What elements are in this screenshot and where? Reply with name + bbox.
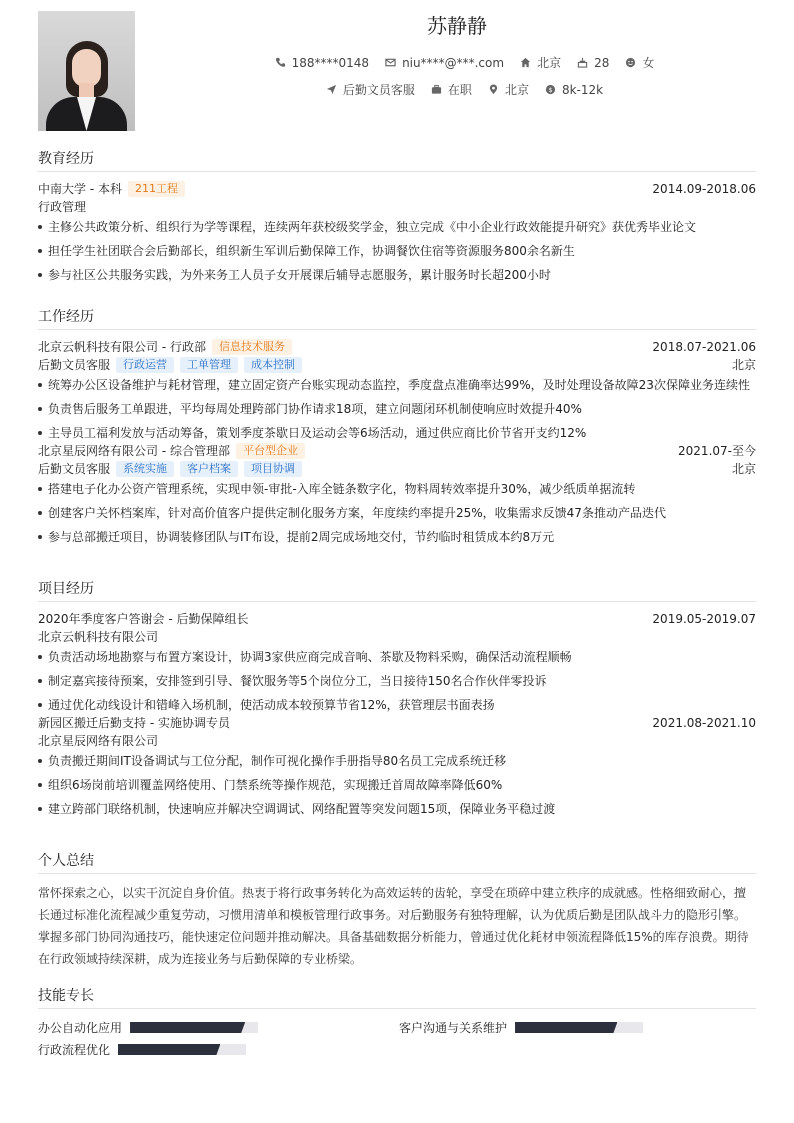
industry-tag: 信息技术服务 bbox=[212, 339, 292, 355]
skill-item bbox=[38, 1041, 246, 1058]
section-title: 工作经历 bbox=[38, 308, 756, 330]
section-title: 个人总结 bbox=[38, 852, 756, 874]
face-icon bbox=[625, 57, 636, 68]
skill-name: 办公自动化应用 bbox=[38, 1021, 123, 1035]
project-date: 2021.08-2021.10 bbox=[652, 716, 756, 730]
skill-item bbox=[38, 1019, 258, 1036]
skills-section bbox=[38, 987, 756, 1067]
list-item: 通过优化动线设计和错峰入场机制，使活动成本较预算节省12%，获管理层书面表扬 bbox=[38, 696, 756, 714]
company-name: 北京星辰网络有限公司 - 综合管理部 bbox=[38, 444, 230, 458]
summary-line: 常怀探索之心，以实干沉淀自身价值。热衷于将行政事务转化为高效运转的齿轮，享受在琐碎中建立秩序的成就感。性格细致耐心，擅 bbox=[38, 886, 747, 900]
age-text: 28 bbox=[594, 55, 610, 70]
job-role-row bbox=[38, 356, 756, 374]
skill-bar-fill bbox=[515, 1022, 617, 1033]
salary-info bbox=[545, 83, 603, 97]
list-item: 创建客户关怀档案库，针对高价值客户提供定制化服务方案，年度续约率提升25%，收集需求反馈47条推动产品迭代 bbox=[38, 504, 756, 522]
skill-name: 客户沟通与关系维护 bbox=[399, 1021, 508, 1035]
section-title: 项目经历 bbox=[38, 580, 756, 602]
skill-tag: 客户档案 bbox=[180, 461, 238, 477]
phone-icon bbox=[275, 57, 286, 68]
mail-icon bbox=[385, 57, 396, 68]
skill-bar-fill bbox=[130, 1022, 245, 1033]
list-item: 参与总部搬迁项目，协调装修团队与IT布设，提前2周完成场地交付，节约临时租赁成本约8万元 bbox=[38, 528, 756, 546]
status-info bbox=[431, 81, 472, 98]
skill-tag: 项目协调 bbox=[244, 461, 302, 477]
list-item: 负责售后服务工单跟进，平均每周处理跨部门协作请求18项，建立问题闭环机制使响应时效提升40% bbox=[38, 400, 756, 418]
skill-tag: 系统实施 bbox=[116, 461, 174, 477]
list-item: 负责活动场地勘察与布置方案设计，协调3家供应商完成音响、茶歇及物料采购，确保活动流程顺畅 bbox=[38, 648, 756, 666]
city-info bbox=[488, 81, 529, 98]
email-text: niu****@***.com bbox=[402, 55, 505, 70]
status-text: 在职 bbox=[447, 83, 472, 97]
list-item: 制定嘉宾接待预案，安排签到引导、餐饮服务等5个岗位分工，当日接待150名合作伙伴零投诉 bbox=[38, 672, 756, 690]
candidate-name: 苏静静 bbox=[427, 14, 487, 38]
phone-text: 188****0148 bbox=[291, 55, 370, 70]
projects-section bbox=[38, 580, 756, 824]
skill-item bbox=[399, 1019, 643, 1036]
job-role: 后勤文员客服 bbox=[38, 462, 111, 476]
gender-info bbox=[625, 54, 654, 71]
job-role-row bbox=[38, 460, 756, 478]
cake-icon bbox=[577, 57, 588, 68]
project-name: 新园区搬迁后勤支持 - 实施协调专员 bbox=[38, 716, 230, 730]
project-header bbox=[38, 714, 756, 732]
job-role: 后勤文员客服 bbox=[38, 358, 111, 372]
email-info bbox=[385, 56, 504, 70]
project-org: 北京云帆科技有限公司 bbox=[38, 630, 159, 644]
section-title: 教育经历 bbox=[38, 150, 756, 172]
education-major-row bbox=[38, 198, 756, 216]
list-item: 参与社区公共服务实践，为外来务工人员子女开展课后辅导志愿服务，累计服务时长超200小时 bbox=[38, 266, 756, 284]
project-date: 2019.05-2019.07 bbox=[652, 612, 756, 626]
section-title: 技能专长 bbox=[38, 987, 756, 1009]
city-text: 北京 bbox=[504, 83, 529, 97]
job-date: 2018.07-2021.06 bbox=[652, 340, 756, 354]
list-item: 主修公共政策分析、组织行为学等课程，连续两年获校级奖学金，独立完成《中小企业行政效能提升研究》获优秀毕业论文 bbox=[38, 218, 756, 236]
job-intent-row bbox=[135, 81, 794, 98]
summary-text bbox=[38, 882, 756, 970]
summary-line: 长通过标准化流程减少重复劳动，习惯用清单和模板管理行政事务。对后勤服务有独特理解，认为优质后勤是团队战斗力的隐形引擎。 bbox=[38, 908, 747, 922]
age-info bbox=[577, 56, 609, 70]
position-text: 后勤文员客服 bbox=[342, 83, 415, 97]
job-header bbox=[38, 442, 756, 460]
home-icon bbox=[520, 57, 531, 68]
list-item: 主导员工福利发放与活动筹备，策划季度茶歇日及运动会等6场活动，通过供应商比价节省开支约12% bbox=[38, 424, 756, 442]
education-header bbox=[38, 180, 756, 198]
project-name: 2020年季度客户答谢会 - 后勤保障组长 bbox=[38, 612, 249, 626]
position-info bbox=[326, 81, 415, 98]
skill-tag: 工单管理 bbox=[180, 357, 238, 373]
skill-tag: 行政运营 bbox=[116, 357, 174, 373]
project-org: 北京星辰网络有限公司 bbox=[38, 734, 159, 748]
home-text: 北京 bbox=[537, 56, 562, 70]
school-tag: 211工程 bbox=[128, 181, 185, 197]
list-item: 建立跨部门联络机制，快速响应并解决空调调试、网络配置等突发问题15项，保障业务平稳过渡 bbox=[38, 800, 756, 818]
education-section bbox=[38, 150, 756, 290]
skill-bar bbox=[130, 1022, 258, 1033]
briefcase-icon bbox=[431, 84, 442, 95]
send-icon bbox=[326, 84, 337, 95]
list-item: 担任学生社团联合会后勤部长，组织新生军训后勤保障工作，协调餐饮住宿等资源服务800余名新生 bbox=[38, 242, 756, 260]
job-location: 北京 bbox=[731, 358, 756, 372]
phone-info bbox=[275, 56, 369, 70]
home-info bbox=[520, 54, 561, 71]
company-name: 北京云帆科技有限公司 - 行政部 bbox=[38, 340, 206, 354]
industry-tag: 平台型企业 bbox=[236, 443, 305, 459]
contact-row bbox=[135, 54, 794, 71]
list-item: 统筹办公区设备维护与耗材管理，建立固定资产台账实现动态监控，季度盘点准确率达99%，及时处理设备故障23次保障业务连续性 bbox=[38, 376, 756, 394]
list-item: 负责搬迁期间IT设备调试与工位分配，制作可视化操作手册指导80名员工完成系统迁移 bbox=[38, 752, 756, 770]
project-org-row bbox=[38, 628, 756, 646]
job-header bbox=[38, 338, 756, 356]
summary-line: 在行政领域持续深耕，成为连接业务与后勤保障的专业桥梁。 bbox=[38, 952, 363, 966]
skill-bar bbox=[118, 1044, 246, 1055]
svg-text:$: $ bbox=[548, 85, 553, 94]
list-item: 组织6场岗前培训覆盖网络使用、门禁系统等操作规范，实现搬迁首周故障率降低60% bbox=[38, 776, 756, 794]
skill-bar-fill bbox=[118, 1044, 220, 1055]
skill-tag: 成本控制 bbox=[244, 357, 302, 373]
major: 行政管理 bbox=[38, 200, 87, 214]
skill-name: 行政流程优化 bbox=[38, 1043, 111, 1057]
location-icon bbox=[488, 84, 499, 95]
job-date: 2021.07-至今 bbox=[678, 444, 756, 458]
summary-section bbox=[38, 852, 756, 970]
summary-line: 掌握多部门协同沟通技巧，能快速定位问题并推动解决。具备基础数据分析能力，曾通过优化耗材申领流程降低15%的库存浪费。期待 bbox=[38, 930, 749, 944]
school-name: 中南大学 - 本科 bbox=[38, 182, 122, 196]
work-section bbox=[38, 308, 756, 552]
skills-list bbox=[38, 1017, 756, 1067]
list-item: 搭建电子化办公资产管理系统，实现申领-审批-入库全链条数字化，物料周转效率提升30%，减少纸质单据流转 bbox=[38, 480, 756, 498]
coin-icon bbox=[545, 84, 556, 95]
project-org-row bbox=[38, 732, 756, 750]
project-header bbox=[38, 610, 756, 628]
salary-text: 8k-12k bbox=[561, 82, 604, 97]
education-date: 2014.09-2018.06 bbox=[652, 182, 756, 196]
gender-text: 女 bbox=[642, 56, 655, 70]
skill-bar bbox=[515, 1022, 643, 1033]
job-location: 北京 bbox=[731, 462, 756, 476]
